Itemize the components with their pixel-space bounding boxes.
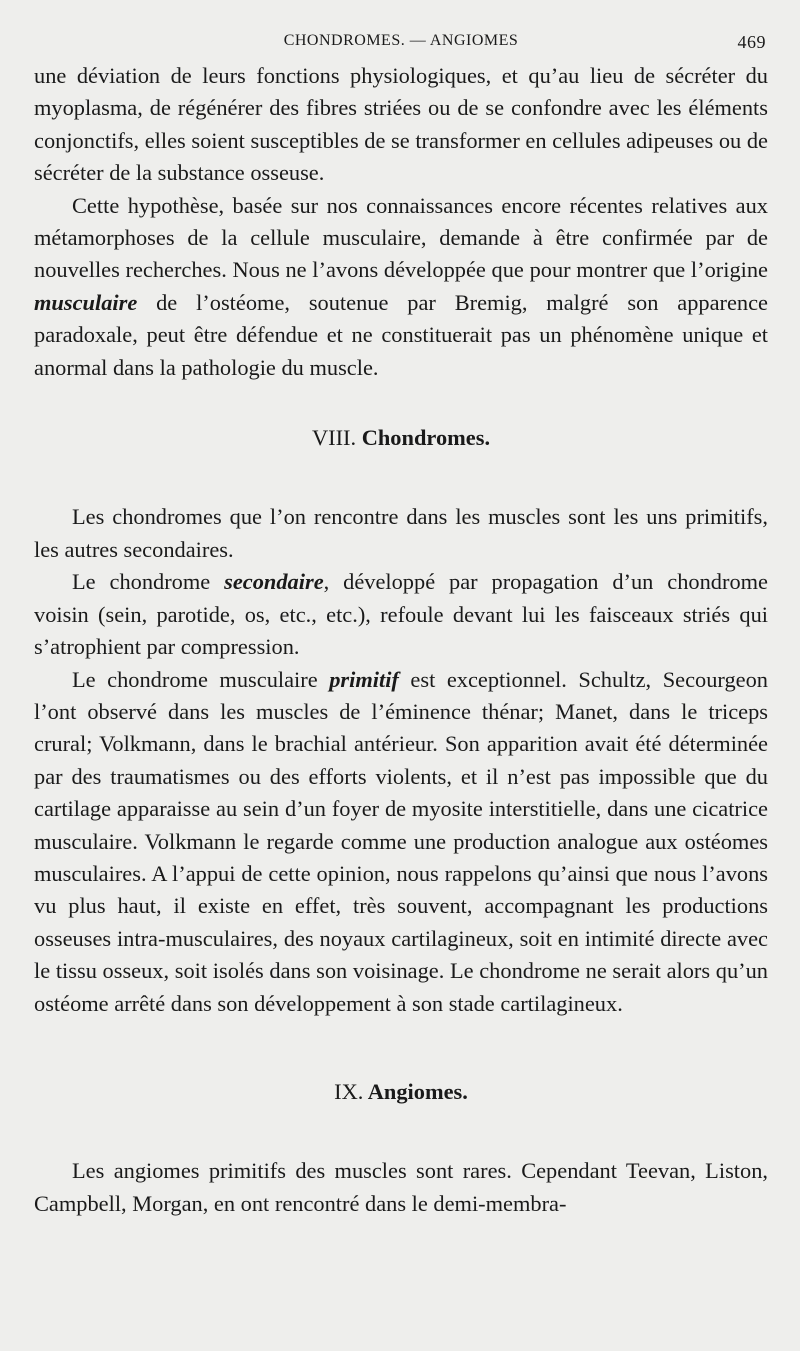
paragraph-continuation: une déviation de leurs fonctions physiologiques, et qu’au lieu de sécréter du myoplasma, de régénérer des fibres striées ou de se confondre avec les éléments conjonctifs, elles soient susceptibles de se transformer en cellules adipeuses ou de sécréter de la substance osseuse.: [34, 63, 768, 186]
paragraph-chondromes-intro: Les chondromes que l’on rencontre dans les muscles sont les uns primitifs, les autres secondaires.: [34, 504, 768, 562]
section-title: Angiomes.: [367, 1078, 468, 1104]
section-number: IX.: [334, 1078, 364, 1104]
paragraph-text: de l’ostéome, soutenue par Bremig, malgré son apparence paradoxale, peut être défendue et ne constituerait pas un phénomène unique et anormal dans la pathologie du muscle.: [34, 289, 768, 380]
emphasis-text: primitif: [329, 666, 399, 692]
paragraph-chondrome-secondaire: [34, 566, 768, 663]
paragraph-text: Le chondrome: [72, 569, 225, 595]
spacer: [34, 454, 768, 501]
section-heading-chondromes: [34, 422, 768, 454]
paragraph-text: Cette hypothèse, basée sur nos connaissances encore récentes relatives aux métamorphoses de la cellule musculaire, demande à être confirmée par de nouvelles recherches. Nous ne l’avons développée que pour montrer que l’origine: [34, 192, 768, 283]
emphasis-text: musculaire: [34, 289, 138, 315]
spacer: [34, 1020, 768, 1076]
paragraph-angiomes-intro: Les angiomes primitifs des muscles sont rares. Cependant Teevan, Liston, Campbell, Morgan, en ont rencontré dans le demi-membra-: [34, 1158, 768, 1216]
spacer: [34, 384, 768, 422]
spacer: [34, 1108, 768, 1155]
section-title: Chondromes.: [361, 425, 491, 451]
paragraph-text: Le chondrome musculaire: [72, 666, 330, 692]
paragraph-text: , développé par propagation d’un chondrome voisin (sein, parotide, os, etc., etc.), refoule devant lui les faisceaux striés qui s’atrophient par compression.: [34, 569, 768, 660]
paragraph-chondrome-primitif: [34, 664, 768, 1020]
body-text: [34, 60, 768, 1220]
running-title: CHONDROMES. — ANGIOMES: [283, 32, 519, 49]
running-header: [34, 30, 768, 60]
section-number: VIII.: [311, 425, 357, 451]
emphasis-text: secondaire: [224, 569, 324, 595]
page-number: 469: [737, 32, 766, 52]
section-heading-angiomes: [34, 1076, 768, 1108]
paragraph-hypothesis: [34, 190, 768, 384]
paragraph-text: est exceptionnel. Schultz, Secourgeon l’ont observé dans les muscles de l’éminence thénar; Manet, dans le triceps crural; Volkmann, dans le brachial antérieur. Son apparition avait été déterminée par des traumatismes ou des efforts violents, et il n’est pas impossible que du cartilage apparaisse au sein d’un foyer de myosite interstitielle, dans une cicatrice musculaire. Volkmann le regarde comme une production analogue aux ostéomes musculaires. A l’appui de cette opinion, nous rappelons qu’ainsi que nous l’avons vu plus haut, il existe en effet, très souvent, accompagnant les productions osseuses intra-musculaires, des noyaux cartilagineux, soit en intimité directe avec le tissu osseux, soit isolés dans son voisinage. Le chondrome ne serait alors qu’un ostéome arrêté dans son développement à son stade cartilagineux.: [34, 666, 768, 1016]
